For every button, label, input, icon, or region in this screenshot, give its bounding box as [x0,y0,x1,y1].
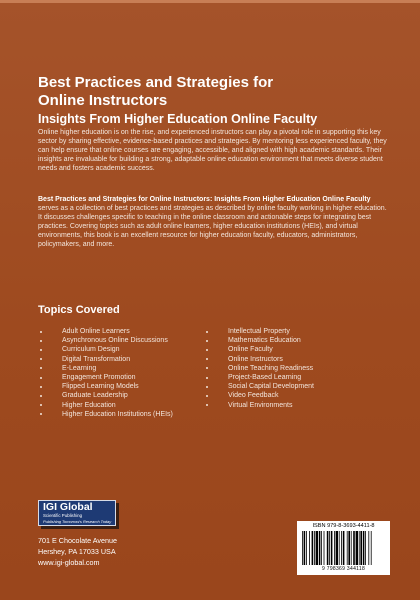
topic-label: Social Capital Development [228,383,314,391]
topic-item [40,364,173,373]
bullet-icon [40,358,42,360]
barcode-bar [343,531,345,565]
bullet-icon [40,386,42,388]
logo-box [38,500,116,526]
topic-item [40,327,173,336]
topics-column-2 [206,327,314,410]
topic-label: Adult Online Learners [62,328,130,335]
topic-label: E-Learning [62,364,97,372]
logo-subtitle: Scientific Publishing [43,513,83,518]
bullet-icon [206,331,208,333]
topic-label: Flipped Learning Models [62,383,139,391]
bullet-icon [40,367,42,369]
topic-label: Intellectual Property [228,328,290,335]
barcode-bar [371,531,372,565]
barcode-bar [347,531,348,565]
bullet-icon [206,358,208,360]
barcode-bar [353,531,355,565]
bullet-icon [206,377,208,379]
address-line-2: Hershey, PA 17033 USA [38,547,116,556]
barcode-bar [304,531,306,565]
topic-label: Online Faculty [228,346,273,354]
topic-label: Higher Education Institutions (HEIs) [62,410,173,418]
topic-label: Digital Transformation [62,355,131,363]
bullet-icon [40,377,42,379]
description-book-title: Best Practices and Strategies for Online Instructors: Insights From Higher Education Online Faculty [38,196,371,203]
barcode-bar [324,531,325,565]
publisher-address [38,535,117,568]
bullet-icon [206,395,208,397]
bullet-icon [40,349,42,351]
bullet-icon [40,395,42,397]
barcode-bar [331,531,333,565]
bullet-icon [40,331,42,333]
address-line-1: 701 E Chocolate Avenue [38,536,117,545]
topic-label: Asynchronous Online Discussions [62,337,168,345]
barcode-bar [363,531,365,565]
barcode-bar [351,531,352,565]
description-paragraph-1: Online higher education is on the rise, and experienced instructors can play a pivotal role in supporting this key sector by sharing effective, evidence-based practices and strategies. By mentoring less experienced faculty, they can help ensure that online courses are engaging, accessible, and aligned with high academic standards. Their insights are invaluable for building a strong, adaptable online education environment that meets diverse student needs and fosters academic success. [38,129,387,172]
barcode-bar [359,531,360,565]
barcode-bar [319,531,321,565]
topic-item [40,355,173,364]
barcode-bar [327,531,329,565]
book-title-line-2: Online Instructors [38,92,168,109]
book-title [38,74,378,110]
barcode-block [297,521,390,575]
barcode-bars [302,531,385,565]
topics-heading: Topics Covered [38,304,120,316]
top-edge-highlight [0,0,420,3]
barcode-bar [334,531,335,565]
barcode-bar [321,531,322,565]
barcode-bar [329,531,330,565]
topic-label: Project-Based Learning [228,374,302,382]
topic-item [40,391,173,400]
barcode-bar [365,531,366,565]
bullet-icon [206,386,208,388]
topic-item [206,336,314,345]
barcode-bar [348,531,350,565]
isbn-text: ISBN 979-8-3693-4411-8 [312,523,375,529]
topic-item [40,410,173,419]
barcode-bar [302,531,303,565]
barcode-bar [360,531,362,565]
topic-item [40,401,173,410]
topic-item [40,382,173,391]
barcode-bar [306,531,307,565]
topic-item [206,364,314,373]
barcode-number: 9 798369 344118 [321,566,366,572]
topic-item [206,401,314,410]
bullet-icon [40,413,42,415]
topic-item [206,327,314,336]
topic-item [206,382,314,391]
topic-label: Mathematics Education [228,337,301,345]
topic-item [40,336,173,345]
description-body: serves as a collection of best practices and strategies as described by online faculty working in higher education. It discusses challenges specific to teaching in the online classroom and actionable steps for integrating best practices. Covering topics such as adult online learners, higher education institutions (HEIs), and virtual environments, this book is an excellent resource for higher education faculty, educators, administrators, policymakers, and more. [38,205,387,248]
barcode-bar [309,531,310,565]
barcode-bar [368,531,369,565]
barcode-bar [341,531,342,565]
logo-tagline: Publishing Tomorrow's Research Today [43,519,112,524]
topic-label: Online Teaching Readiness [228,364,314,372]
topic-label: Curriculum Design [62,346,120,354]
bullet-icon [206,367,208,369]
bullet-icon [40,404,42,406]
barcode-bar [336,531,338,565]
barcode-bar [316,531,318,565]
topic-item [206,373,314,382]
bullet-icon [206,404,208,406]
topic-item [206,355,314,364]
bullet-icon [40,340,42,342]
topic-label: Video Feedback [228,392,279,400]
topic-item [206,345,314,354]
publisher-website: www.igi-global.com [38,558,100,567]
topic-item [206,391,314,400]
logo-name: IGI Global [43,501,93,513]
barcode-bar [339,531,340,565]
bullet-icon [206,340,208,342]
topic-item [40,345,173,354]
barcode-bar [314,531,315,565]
topic-label: Virtual Environments [228,401,293,409]
topics-column-1 [40,327,173,419]
topic-label: Higher Education [62,401,116,409]
topic-label: Graduate Leadership [62,392,128,400]
description-paragraph-2 [38,195,390,249]
bullet-icon [206,349,208,351]
topic-label: Online Instructors [228,355,283,363]
book-subtitle: Insights From Higher Education Online Faculty [38,112,318,126]
book-title-line-1: Best Practices and Strategies for [38,74,274,91]
topic-item [40,373,173,382]
barcode-bar [312,531,314,565]
publisher-logo [38,500,120,530]
topic-label: Engagement Promotion [62,374,136,382]
barcode-bar [356,531,358,565]
